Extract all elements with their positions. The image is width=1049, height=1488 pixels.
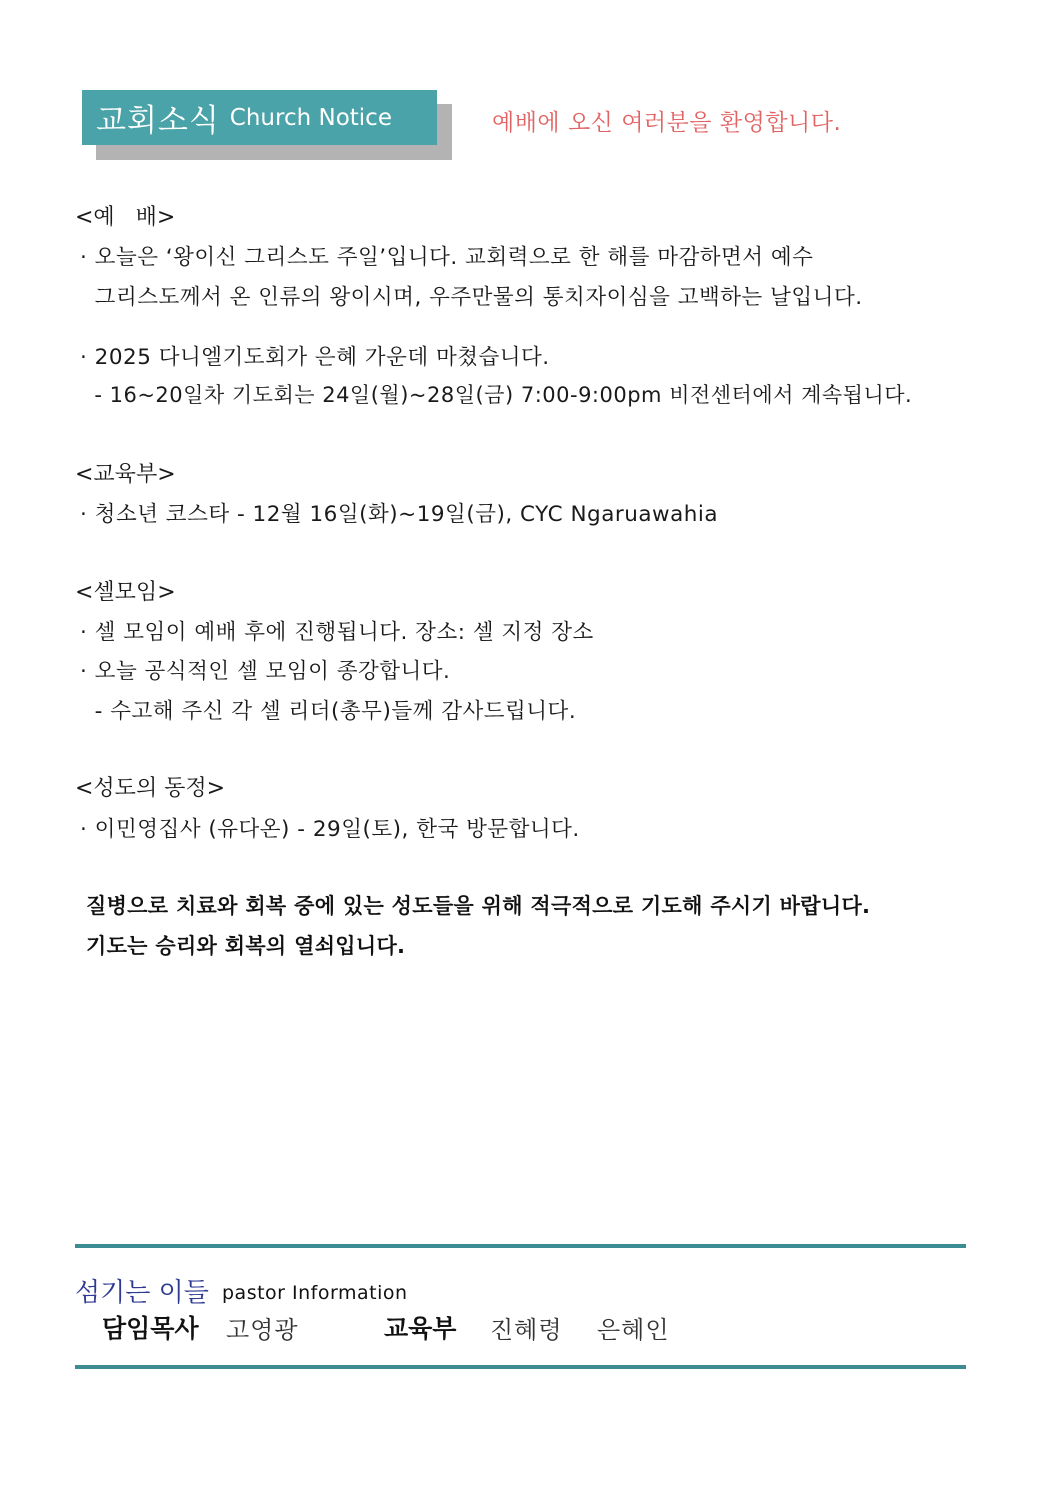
education-dept-label: 교육부 bbox=[384, 1314, 457, 1343]
education-staff-name-2: 은혜인 bbox=[597, 1316, 670, 1344]
members-line-1: · 이민영집사 (유다온) - 29일(토), 한국 방문합니다. bbox=[80, 817, 580, 842]
divider-top bbox=[75, 1244, 966, 1248]
worship-line-2: 그리스도께서 온 인류의 왕이시며, 우주만물의 통치자이심을 고백하는 날입니다. bbox=[80, 285, 863, 310]
divider-bottom bbox=[75, 1365, 966, 1369]
title-badge bbox=[82, 90, 437, 145]
section-title-members: <성도의 동정> bbox=[75, 776, 226, 801]
worship-line-1: · 오늘은 ‘왕이신 그리스도 주일’입니다. 교회력으로 한 해를 마감하면서 예수 bbox=[80, 245, 814, 270]
section-title-education: <교육부> bbox=[75, 462, 176, 487]
title-korean: 교회소식 bbox=[96, 103, 220, 139]
senior-pastor-label: 담임목사 bbox=[102, 1314, 199, 1343]
title-english: Church Notice bbox=[229, 104, 392, 131]
education-line-1: · 청소년 코스타 - 12월 16일(화)~19일(금), CYC Ngaruawahia bbox=[80, 502, 719, 527]
prayer-line-2: 기도는 승리와 회복의 열쇠입니다. bbox=[86, 934, 406, 958]
cell-line-2: · 오늘 공식적인 셀 모임이 종강합니다. bbox=[80, 659, 451, 684]
cell-line-1: · 셀 모임이 예배 후에 진행됩니다. 장소: 셀 지정 장소 bbox=[80, 620, 594, 645]
section-title-worship: <예 배> bbox=[75, 205, 176, 230]
education-staff-name-1: 진혜령 bbox=[490, 1316, 563, 1344]
staff-title: 섬기는 이들 bbox=[75, 1278, 209, 1308]
welcome-message: 예배에 오신 여러분을 환영합니다. bbox=[492, 110, 842, 136]
section-title-cell: <셀모임> bbox=[75, 580, 176, 605]
prayer-line-1: 질병으로 치료와 회복 중에 있는 성도들을 위해 적극적으로 기도해 주시기 바랍니다. bbox=[86, 894, 871, 918]
worship-line-4: - 16~20일차 기도회는 24일(월)~28일(금) 7:00-9:00pm 비전센터에서 계속됩니다. bbox=[80, 383, 913, 407]
cell-line-3: - 수고해 주신 각 셀 리더(총무)들께 감사드립니다. bbox=[80, 699, 577, 724]
senior-pastor-name: 고영광 bbox=[226, 1316, 299, 1344]
staff-title-english: pastor Information bbox=[222, 1282, 408, 1304]
worship-line-3: · 2025 다니엘기도회가 은혜 가운데 마쳤습니다. bbox=[80, 345, 550, 370]
